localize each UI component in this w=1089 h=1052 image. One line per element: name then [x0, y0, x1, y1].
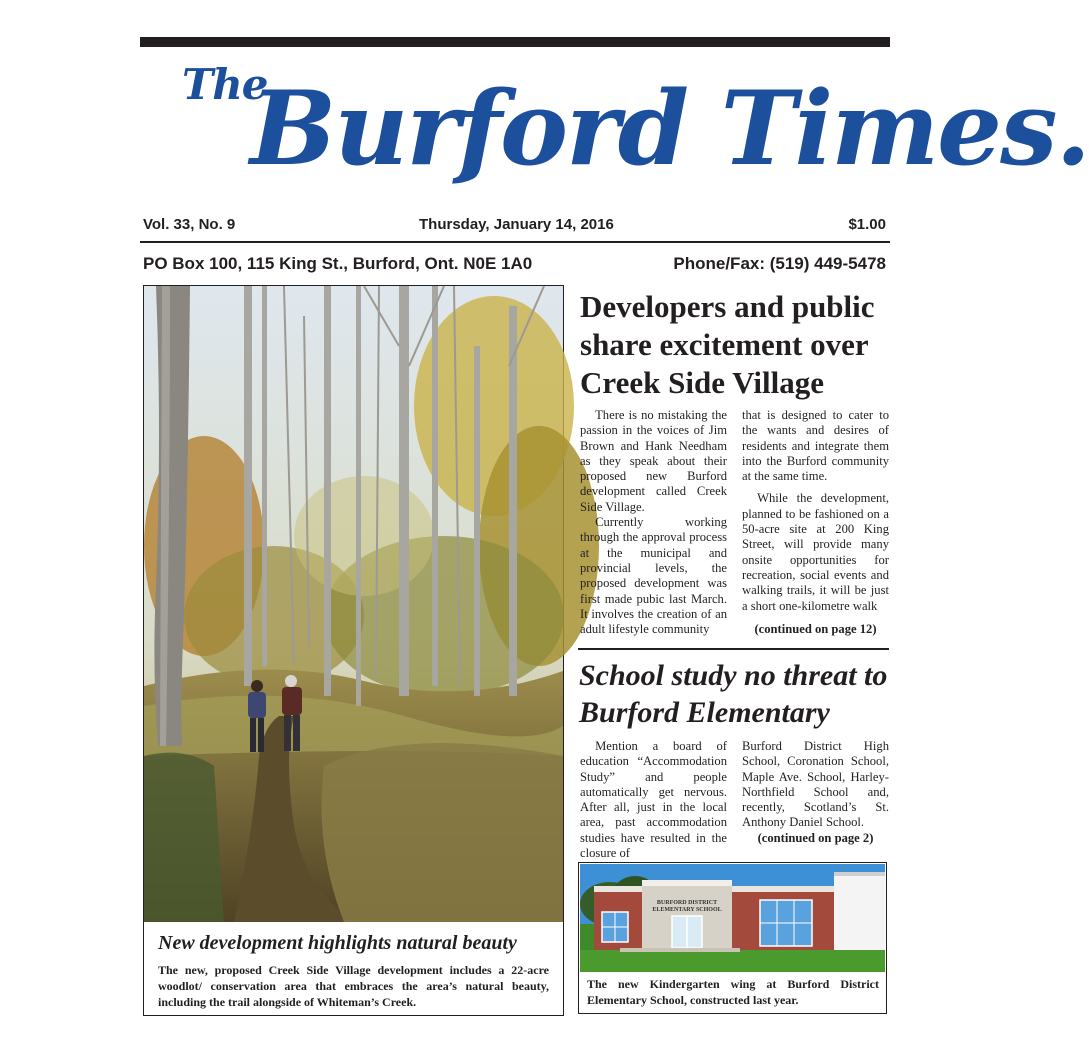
contact-phone: Phone/Fax: (519) 449-5478	[673, 254, 886, 273]
article1-column-2	[742, 408, 889, 637]
section-divider	[578, 648, 889, 650]
issue-price: $1.00	[848, 216, 886, 233]
issue-date: Thursday, January 14, 2016	[419, 216, 614, 233]
article2-column-1	[580, 739, 727, 861]
masthead	[140, 52, 1089, 212]
article1-continued-link[interactable]: (continued on page 12)	[754, 621, 877, 636]
school-photo-box	[578, 862, 887, 1014]
article2-paragraph: Mention a board of education “Accommodation Study” and people automatically get nervous. After all, just in the local area, past accommodation studies have resulted in the closure of	[580, 739, 727, 861]
article2-paragraph: Burford District High School, Coronation School, Maple Ave. School, Harley-Northfield School and, recently, Scotland’s St. Anthony Daniel School.	[742, 739, 889, 830]
article2-continued-link[interactable]: (continued on page 2)	[757, 830, 874, 845]
forest-trail-photo	[144, 286, 563, 922]
school-building-photo	[580, 864, 885, 972]
article1-paragraph: While the development, planned to be fashioned on a 50-acre site at 200 King Street, will provide many onsite opportunities for recreation, social events and walking trails, it will be just a short one-kilometre walk	[742, 491, 889, 613]
masthead-title: Burford Times.	[250, 69, 1089, 189]
masthead-the: The	[182, 60, 268, 109]
article2-column-2	[742, 739, 889, 846]
school-sign-line2: ELEMENTARY SCHOOL	[652, 907, 722, 913]
article2-headline: School study no threat to Burford Elementary	[579, 659, 888, 729]
photo-caption-text: The new, proposed Creek Side Village development includes a 22-acre woodlot/ conservation area that embraces the area’s natural beauty, including the trail alongside of Whiteman’s Creek.	[158, 963, 549, 1009]
issue-volume: Vol. 33, No. 9	[143, 216, 236, 233]
school-photo-caption: The new Kindergarten wing at Burford District Elementary School, constructed last year.	[587, 977, 879, 1007]
article1-headline: Developers and public share excitement over Creek Side Village	[580, 289, 875, 400]
header-divider	[140, 241, 890, 243]
issue-info-row	[140, 216, 890, 238]
article1-paragraph: Currently working through the approval process at the municipal and provincial levels, the proposed development was first made pubic last March. It involves the creation of an adult lifestyle community	[580, 515, 727, 637]
main-photo-box	[143, 285, 564, 1016]
contact-address: PO Box 100, 115 King St., Burford, Ont. N0E 1A0	[143, 254, 533, 273]
article1-column-1	[580, 408, 727, 637]
article1-paragraph: that is designed to cater to the wants and desires of residents and integrate them into the Burford community at the same time.	[742, 408, 889, 484]
photo-caption-title: New development highlights natural beauty	[158, 932, 517, 954]
main-photo-caption	[144, 922, 563, 1015]
school-sign-line1: BURFORD DISTRICT	[656, 900, 718, 906]
article1-paragraph: There is no mistaking the passion in the voices of Jim Brown and Hank Needham as they speak about their proposed new Burford development called Creek Side Village.	[580, 408, 727, 514]
contact-row	[140, 254, 890, 278]
masthead-top-rule	[140, 37, 890, 47]
